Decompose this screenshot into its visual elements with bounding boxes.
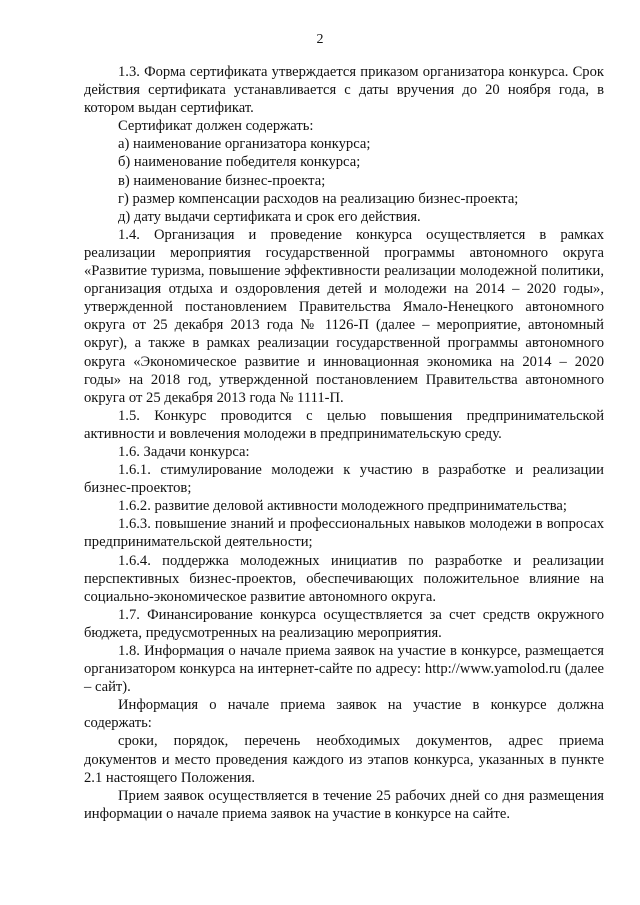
paragraph-1-7: 1.7. Финансирование конкурса осуществляется за счет средств окружного бюджета, предусмотренных на реализацию мероприятия.: [84, 606, 604, 641]
acceptance-period: Прием заявок осуществляется в течение 25 рабочих дней со дня размещения информации о начале приема заявок на участие в конкурсе на сайте.: [84, 787, 604, 822]
paragraph-1-8: 1.8. Информация о начале приема заявок на участие в конкурсе, размещается организатором конкурса на интернет-сайте по адресу: http://www.yamolod.ru (далее – сайт).: [84, 643, 604, 696]
paragraph-1-4: 1.4. Организация и проведение конкурса осуществляется в рамках реализации мероприятия государственной программы автономного округа «Развитие туризма, повышение эффективности реализации молодежной политики, организация отдыха и оздоровления детей и молодежи на 2014 – 2020 годы», утвержденной постановлением Правительства Ямало-Ненецкого автономного округа от 25 декабря 2013 года № 1126-П (далее – мероприятие, автономный округ), а также в рамках реализации государственной программы автономного округа «Экономическое развитие и инновационная экономика на 2014 – 2020 годы» на 2018 год, утвержденной постановлением Правительства автономного округа от 25 декабря 2013 года № 1111-П.: [84, 226, 604, 406]
paragraph-1-6-1: 1.6.1. стимулирование молодежи к участию в разработке и реализации бизнес-проектов;: [84, 462, 604, 497]
paragraph-1-6-3: 1.6.3. повышение знаний и профессиональных навыков молодежи в вопросах предпринимательской деятельности;: [84, 516, 604, 551]
list-item-v: в) наименование бизнес-проекта;: [118, 172, 326, 189]
paragraph-1-3: 1.3. Форма сертификата утверждается приказом организатора конкурса. Срок действия сертификата устанавливается с даты вручения до 20 ноября года, в котором выдан сертификат.: [84, 64, 604, 117]
list-item-b: б) наименование победителя конкурса;: [118, 154, 361, 171]
document-body: [84, 63, 604, 823]
paragraph-1-5: 1.5. Конкурс проводится с целью повышения предпринимательской активности и вовлечения молодежи в предпринимательскую среду.: [84, 407, 604, 442]
page-number: 2: [316, 32, 324, 47]
info-contents-heading: Информация о начале приема заявок на участие в конкурсе должна содержать:: [84, 697, 604, 732]
list-item-d: д) дату выдачи сертификата и срок его действия.: [118, 208, 421, 225]
info-contents: сроки, порядок, перечень необходимых документов, адрес приема документов и место проведения каждого из этапов конкурса, указанных в пункте 2.1 настоящего Положения.: [84, 733, 604, 786]
paragraph-1-6: 1.6. Задачи конкурса:: [118, 443, 250, 460]
certificate-contents-heading: Сертификат должен содержать:: [118, 118, 314, 135]
list-item-a: а) наименование организатора конкурса;: [118, 136, 371, 153]
paragraph-1-6-4: 1.6.4. поддержка молодежных инициатив по разработке и реализации перспективных бизнес-проектов, обеспечивающих положительное влияние на социально-экономическое развитие автономного округа.: [84, 552, 604, 605]
paragraph-1-6-2: 1.6.2. развитие деловой активности молодежного предпринимательства;: [118, 498, 567, 515]
list-item-g: г) размер компенсации расходов на реализацию бизнес-проекта;: [118, 190, 519, 207]
